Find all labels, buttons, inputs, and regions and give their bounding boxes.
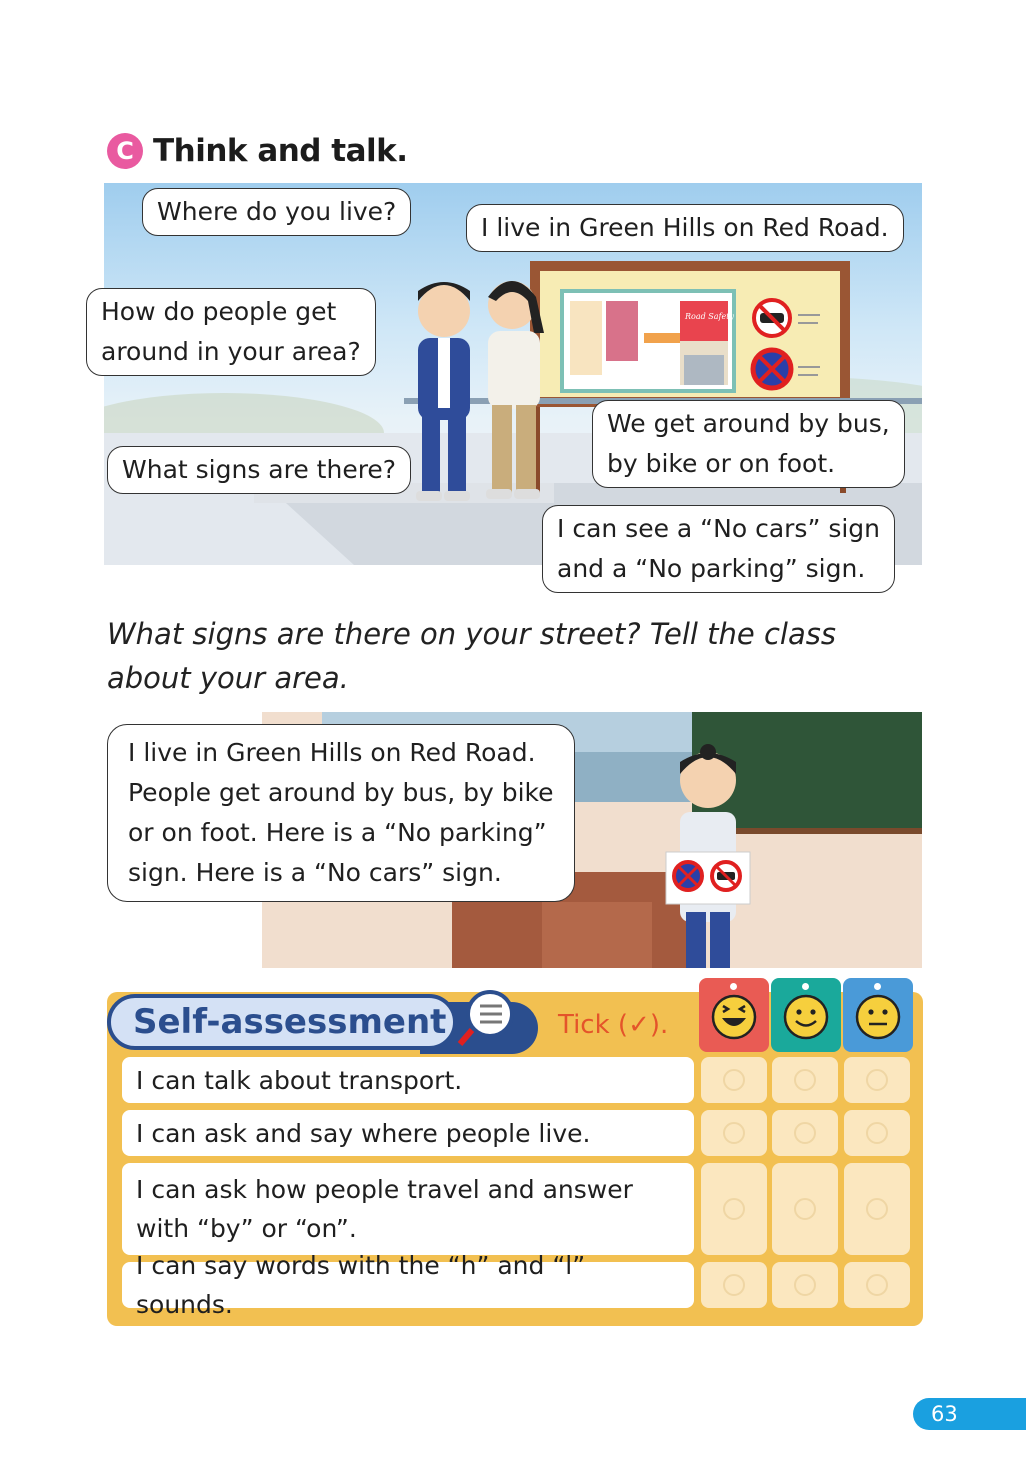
no-parking-sign-icon	[674, 862, 702, 890]
laughing-face-icon	[722, 1121, 746, 1145]
assessment-statement: I can ask and say where people live.	[136, 1118, 591, 1148]
bubble-line: sign. Here is a “No cars” sign.	[128, 858, 502, 887]
tick-cell-neutral[interactable]	[844, 1110, 910, 1156]
bubble-line: around in your area?	[101, 337, 361, 366]
bubble-line: How do people get	[101, 297, 337, 326]
assessment-row	[122, 1251, 694, 1319]
tick-cell-laughing[interactable]	[701, 1262, 767, 1308]
smiling-face-icon	[793, 1273, 817, 1297]
bubble-line: People get around by bus, by bike	[128, 778, 554, 807]
magnifier-checklist-icon	[456, 986, 522, 1052]
tick-cell-smiling[interactable]	[772, 1262, 838, 1308]
speech-bubble-no-cars-sign	[542, 505, 895, 593]
face-card-laughing	[699, 978, 769, 1052]
no-cars-sign-icon	[712, 862, 740, 890]
discussion-prompt	[107, 612, 907, 700]
speech-bubble-bus-bike	[592, 400, 905, 488]
laughing-face-icon	[709, 990, 759, 1040]
section-title: Think and talk.	[153, 133, 408, 169]
tick-cell-smiling[interactable]	[772, 1057, 838, 1103]
tick-cell-neutral[interactable]	[844, 1163, 910, 1255]
bubble-line: and a “No parking” sign.	[557, 554, 866, 583]
tick-cell-neutral[interactable]	[844, 1057, 910, 1103]
assessment-statement: I can say words with the “h” and “l” sounds.	[136, 1251, 586, 1319]
assessment-statement: I can ask how people travel and answer	[136, 1175, 633, 1204]
tick-cell-laughing[interactable]	[701, 1110, 767, 1156]
assessment-row	[122, 1057, 694, 1103]
laughing-face-icon	[722, 1197, 746, 1221]
bubble-line: by bike or on foot.	[607, 449, 836, 478]
no-parking-sign-icon	[753, 350, 791, 388]
self-assessment-title: Self-assessment	[133, 1002, 447, 1042]
bubble-line: I live in Green Hills on Red Road.	[128, 738, 536, 767]
speech-bubble-green-hills	[466, 204, 904, 252]
speech-bubble-about-area	[107, 724, 575, 902]
page-number: 63	[913, 1398, 1026, 1430]
face-card-smiling	[771, 978, 841, 1052]
bubble-line: or on foot. Here is a “No parking”	[128, 818, 547, 847]
smiling-face-icon	[781, 990, 831, 1040]
neutral-face-icon	[865, 1197, 889, 1221]
assessment-statement: I can talk about transport.	[136, 1065, 463, 1095]
section-heading	[107, 133, 408, 169]
tick-cell-laughing[interactable]	[701, 1057, 767, 1103]
prompt-line: about your area.	[107, 661, 349, 695]
bubble-line: We get around by bus,	[607, 409, 890, 438]
speech-bubble-get-around	[86, 288, 376, 376]
smiling-face-icon	[793, 1121, 817, 1145]
speech-bubble-where-live	[142, 188, 411, 236]
tick-cell-smiling[interactable]	[772, 1110, 838, 1156]
bubble-line: I can see a “No cars” sign	[557, 514, 881, 543]
assessment-row	[122, 1110, 694, 1156]
laughing-face-icon	[722, 1068, 746, 1092]
neutral-face-icon	[865, 1121, 889, 1145]
tick-cell-smiling[interactable]	[772, 1163, 838, 1255]
neutral-face-icon	[865, 1273, 889, 1297]
laughing-face-icon	[722, 1273, 746, 1297]
tick-cell-laughing[interactable]	[701, 1163, 767, 1255]
bubble-text: What signs are there?	[122, 455, 397, 484]
section-letter-badge: C	[107, 133, 143, 169]
speech-bubble-what-signs	[107, 446, 411, 494]
smiling-face-icon	[793, 1197, 817, 1221]
self-assessment-tab	[107, 994, 457, 1050]
tick-cell-neutral[interactable]	[844, 1262, 910, 1308]
bubble-text: Where do you live?	[157, 197, 397, 226]
prompt-line: What signs are there on your street? Tell the class	[107, 617, 836, 651]
poster-text: Road Safety	[685, 312, 734, 321]
face-card-neutral	[843, 978, 913, 1052]
neutral-face-icon	[865, 1068, 889, 1092]
assessment-row	[122, 1163, 694, 1255]
smiling-face-icon	[793, 1068, 817, 1092]
bubble-text: I live in Green Hills on Red Road.	[481, 213, 889, 242]
no-cars-sign-icon	[754, 300, 790, 336]
assessment-statement: with “by” or “on”.	[136, 1214, 357, 1243]
neutral-face-icon	[853, 990, 903, 1040]
tick-instruction: Tick (✓).	[558, 1010, 669, 1040]
